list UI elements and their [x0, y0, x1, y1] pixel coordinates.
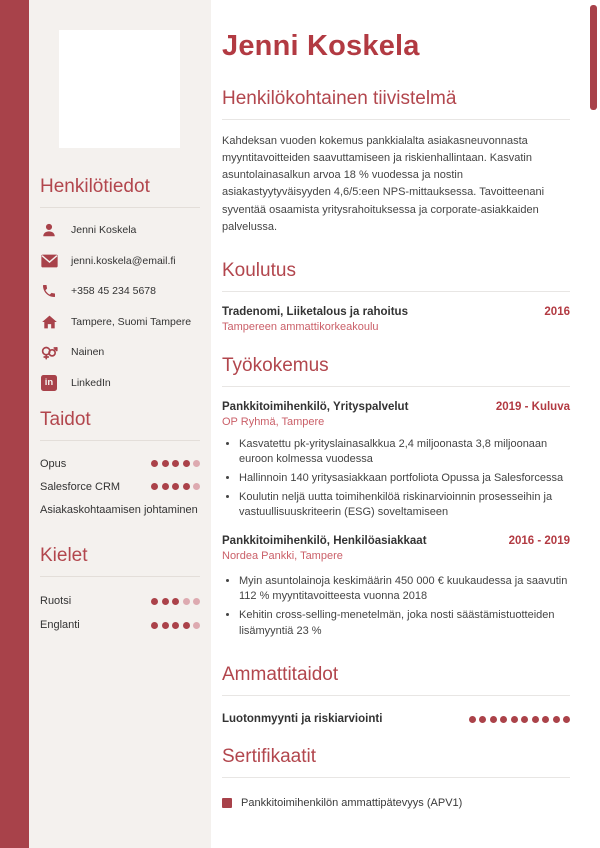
home-icon [40, 314, 58, 330]
education-period: 2016 [544, 305, 570, 318]
skills-section [40, 409, 200, 521]
rating-dot-empty [193, 598, 200, 605]
contact-item-name [40, 215, 200, 246]
job-bullet-list [222, 574, 570, 639]
job-bullet: • Myin asuntolainoja keskimäärin 450 000 € kuukaudessa ja saavutin 112 % myyntitavoitteesta vuonna 2018 [239, 574, 570, 605]
phone-icon [40, 283, 58, 299]
language-rating [151, 622, 200, 629]
professional-skills-section [222, 664, 570, 725]
left-accent-stripe [0, 0, 29, 848]
job-period: 2019 - Kuluva [495, 400, 570, 413]
certificate-bullet-icon [222, 798, 232, 808]
languages-heading: Kielet [40, 545, 200, 577]
skill-item [40, 475, 200, 498]
rating-dot-filled [151, 483, 158, 490]
skill-rating [151, 483, 200, 490]
skill-rating [151, 460, 200, 467]
contact-label: Jenni Koskela [71, 224, 137, 237]
rating-dot-filled [151, 460, 158, 467]
certificate-item [222, 797, 570, 809]
experience-section [222, 355, 570, 639]
contact-section [40, 176, 200, 398]
summary-heading: Henkilökohtainen tiivistelmä [222, 88, 570, 120]
education-entry [222, 306, 570, 318]
rating-dot-empty [193, 483, 200, 490]
contact-item-email [40, 246, 200, 277]
contact-label: Tampere, Suomi Tampere [71, 315, 192, 328]
language-label: Englanti [40, 619, 80, 631]
rating-dot-filled [563, 716, 570, 723]
rating-dot-filled [172, 483, 179, 490]
rating-dot-filled [162, 460, 169, 467]
job-bullet: • Kehitin cross-selling-menetelmän, joka nosti säästämistuotteiden lisämyyntiä 23 % [239, 608, 570, 639]
rating-dot-empty [193, 622, 200, 629]
languages-section [40, 545, 200, 637]
rating-dot-filled [183, 460, 190, 467]
skill-item [40, 452, 200, 475]
rating-dot-filled [183, 622, 190, 629]
rating-dot-filled [542, 716, 549, 723]
rating-dot-filled [151, 622, 158, 629]
professional-skill-label: Luotonmyynti ja riskiarviointi [222, 713, 383, 726]
summary-section [222, 88, 570, 236]
rating-dot-filled [162, 598, 169, 605]
language-item [40, 613, 200, 637]
rating-dot-filled [500, 716, 507, 723]
contact-label: jenni.koskela@email.fi [71, 254, 176, 267]
rating-dot-filled [183, 483, 190, 490]
professional-skill-item [222, 713, 570, 725]
contact-label: Nainen [71, 346, 105, 359]
contact-label: +358 45 234 5678 [71, 285, 156, 298]
skills-heading: Taidot [40, 409, 200, 441]
skill-item [40, 498, 200, 521]
certificates-heading: Sertifikaatit [222, 746, 570, 778]
skill-label: Opus [40, 457, 67, 470]
name-title: Jenni Koskela [222, 30, 420, 62]
rating-dot-filled [172, 598, 179, 605]
job-bullet: • Kasvatettu pk-yrityslainasalkkua 2,4 miljoonasta 3,8 miljoonaan euroon kolmessa vuodessa [239, 437, 570, 468]
rating-dot-filled [479, 716, 486, 723]
job-title: Pankkitoimihenkilö, Yrityspalvelut [222, 400, 409, 413]
rating-dot-filled [469, 716, 476, 723]
job-entry [222, 401, 570, 521]
contact-heading: Henkilötiedot [40, 176, 200, 208]
rating-dot-filled [532, 716, 539, 723]
rating-dot-filled [172, 460, 179, 467]
linkedin-icon: in [40, 375, 58, 391]
main-content [222, 0, 570, 809]
rating-dot-filled [172, 622, 179, 629]
contact-item-gender [40, 337, 200, 368]
job-company: OP Ryhmä, Tampere [222, 415, 325, 428]
rating-dot-empty [183, 598, 190, 605]
rating-dot-filled [151, 598, 158, 605]
summary-text: Kahdeksan vuoden kokemus pankkialalta asiakasneuvonnasta myyntitavoitteiden saavuttamiseen ja riskienhallintaan. Kasvatin asuntolainasalkun arvoa 18 % vuodessa ja nostin asiakastyytyväisyyden 4,6/5:een NPS-mittauksessa. Tavoitteenani syventää osaamista yritysrahoituksessa ja corporate-asiakkaiden palvelussa. [222, 134, 545, 233]
rating-dot-empty [193, 460, 200, 467]
sidebar [29, 0, 211, 848]
certificates-section [222, 746, 570, 809]
job-company: Nordea Pankki, Tampere [222, 549, 343, 562]
language-label: Ruotsi [40, 595, 72, 607]
job-bullet: • Koulutin neljä uutta toimihenkilöä riskinarvioinnin prosesseihin ja vastuullisuuskriteerin (ESG) soveltamiseen [239, 490, 570, 521]
rating-dot-filled [511, 716, 518, 723]
school-name: Tampereen ammattikorkeakoulu [222, 320, 379, 333]
job-period: 2016 - 2019 [508, 534, 570, 547]
education-section [222, 260, 570, 333]
job-title: Pankkitoimihenkilö, Henkilöasiakkaat [222, 534, 427, 547]
skill-label: Salesforce CRM [40, 480, 121, 493]
rating-dot-filled [162, 622, 169, 629]
contact-item-linkedin [40, 368, 200, 399]
contact-item-phone [40, 276, 200, 307]
language-rating [151, 598, 200, 605]
job-bullet: • Hallinnoin 140 yritysasiakkaan portfoliota Opussa ja Salesforcessa [239, 471, 570, 487]
professional-skills-heading: Ammattitaidot [222, 664, 570, 696]
language-item [40, 589, 200, 613]
rating-dot-filled [521, 716, 528, 723]
contact-item-location [40, 307, 200, 338]
profile-photo-placeholder [59, 30, 180, 148]
job-entry [222, 535, 570, 639]
professional-skill-rating [469, 716, 571, 723]
job-bullet-list [222, 437, 570, 521]
contact-label: LinkedIn [71, 376, 111, 389]
person-icon [40, 222, 58, 238]
scrollbar-thumb[interactable] [590, 5, 597, 110]
experience-heading: Työkokemus [222, 355, 570, 387]
education-heading: Koulutus [222, 260, 570, 292]
rating-dot-filled [553, 716, 560, 723]
certificate-label: Pankkitoimihenkilön ammattipätevyys (APV1) [241, 797, 463, 810]
skill-label: Asiakaskohtaamisen johtaminen [40, 503, 198, 516]
degree-title: Tradenomi, Liiketalous ja rahoitus [222, 305, 408, 318]
rating-dot-filled [490, 716, 497, 723]
gender-icon [40, 344, 58, 361]
rating-dot-filled [162, 483, 169, 490]
envelope-icon [40, 254, 58, 268]
